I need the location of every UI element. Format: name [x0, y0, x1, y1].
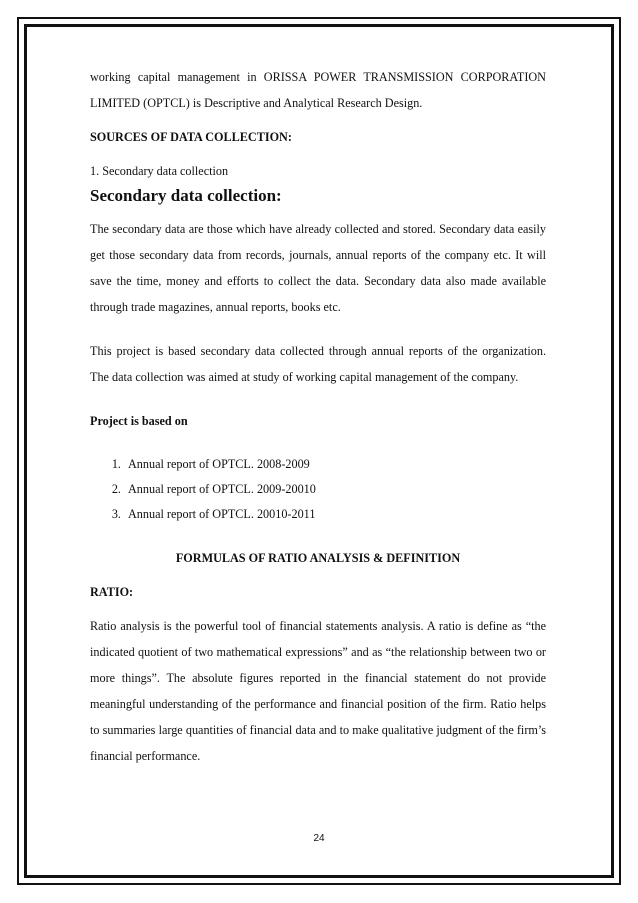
list-item: 3. Annual report of OPTCL. 20010-2011	[124, 502, 546, 527]
reports-list	[90, 452, 546, 527]
ratio-heading: RATIO:	[90, 585, 134, 599]
page-content	[90, 64, 546, 769]
ratio-paragraph: Ratio analysis is the powerful tool of financial statements analysis. A ratio is define as “the indicated quotient of two mathematical expressions” and as “the relationship between two or more things”. The absolute figures reported in the financial statement do not provide meaningful understanding of the performance and financial position of the firm. Ratio helps to summaries large quantities of financial data and to make qualitative judgment of the firm’s financial performance.	[90, 619, 546, 763]
secondary-heading: Secondary data collection:	[90, 186, 282, 205]
list-item: 2. Annual report of OPTCL. 2009-20010	[124, 477, 546, 502]
page-number: 24	[313, 833, 325, 844]
sources-heading: SOURCES OF DATA COLLECTION:	[90, 130, 292, 144]
list-item: 1. Annual report of OPTCL. 2008-2009	[124, 452, 546, 477]
project-heading: Project is based on	[90, 414, 188, 428]
intro-paragraph: working capital management in ORISSA POWER TRANSMISSION CORPORATION LIMITED (OPTCL) is Descriptive and Analytical Research Design.	[90, 70, 546, 110]
formulas-heading: FORMULAS OF RATIO ANALYSIS & DEFINITION	[175, 551, 461, 565]
sources-item: 1. Secondary data collection	[90, 164, 229, 178]
secondary-paragraph-1: The secondary data are those which have already collected and stored. Secondary data easily get those secondary data from records, journals, annual reports of the company etc. It will save the time, money and efforts to collect the data. Secondary data also made available through trade magazines, annual reports, books etc.	[90, 222, 546, 314]
secondary-paragraph-2: This project is based secondary data collected through annual reports of the organization. The data collection was aimed at study of working capital management of the company.	[90, 344, 546, 384]
